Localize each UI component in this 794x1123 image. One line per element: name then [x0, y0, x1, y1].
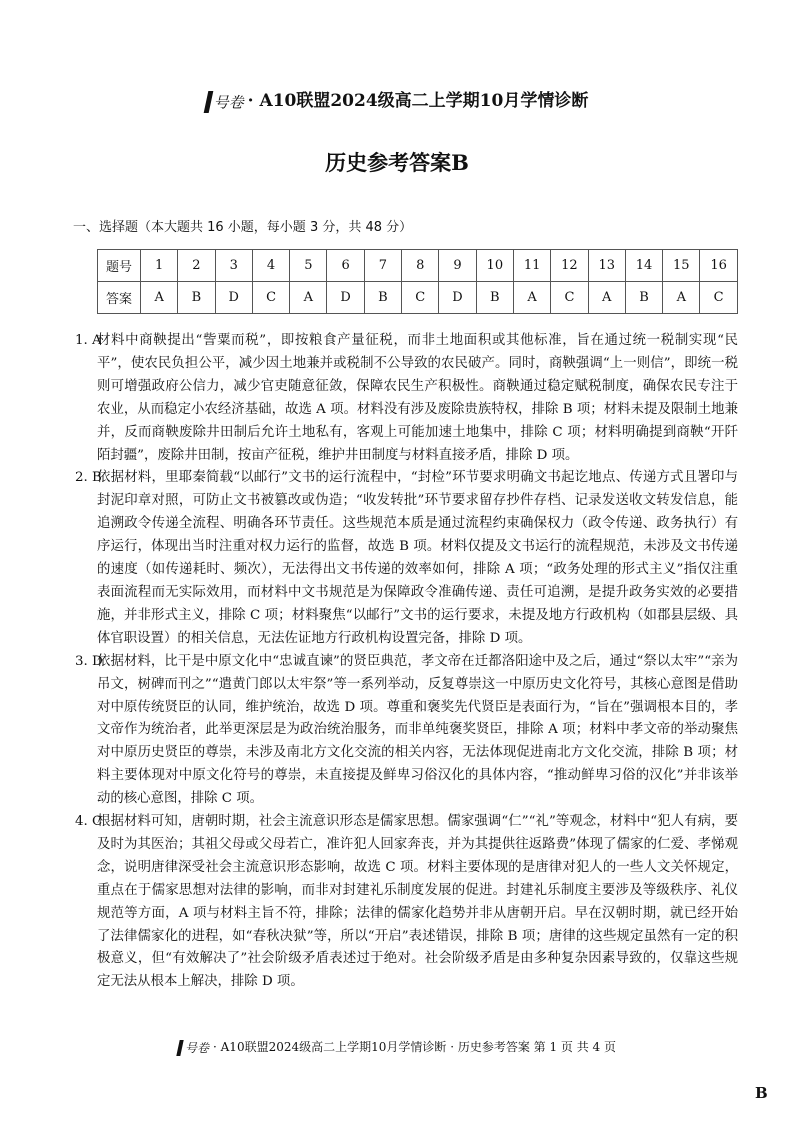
answer-cell: B: [178, 282, 215, 314]
page-footer: [178, 1038, 616, 1056]
answer-cell: D: [327, 282, 364, 314]
answer-cell: D: [215, 282, 252, 314]
answer-cell: C: [700, 282, 737, 314]
item-text: 材料中商鞅提出“訾粟而税”，即按粮食产量征税，而非土地面积或其他标准，旨在通过统一税制实现“民平”，使农民负担公平，减少因土地兼并或税制不公导致的农民破产。同时，商鞅强调“上一则信”，即统一税则可增强政府公信力，减少官吏随意征敛，保障农民生产积极性。商鞅通过稳定赋税制度，确保农民专注于农业，从而稳定小农经济基础，故选 A 项。材料没有涉及废除贵族特权，排除 B 项；材料未提及限制土地兼并，反而商鞅废除井田制后允许土地私有，客观上可能加速土地集中，排除 C 项；材料明确提到商鞅“开阡陌封疆”，废除井田制，按亩产征税，维护井田制度与材料直接矛盾，排除 D 项。: [97, 333, 738, 463]
answer-cell: D: [439, 282, 476, 314]
explanation-item: [75, 651, 738, 811]
question-number-cell: 11: [513, 250, 550, 282]
answer-explanations: [75, 330, 738, 994]
answer-cell: A: [588, 282, 625, 314]
question-number-cell: 9: [439, 250, 476, 282]
answer-cell: A: [513, 282, 550, 314]
footer-text: · A10联盟2024级高二上学期10月学情诊断 · 历史参考答案 第 1 页 共 4 页: [213, 1040, 616, 1054]
answer-cell: A: [290, 282, 327, 314]
row-label: 题号: [98, 250, 141, 282]
exam-header: [0, 86, 794, 113]
question-number-row: [98, 250, 738, 282]
answer-cell: B: [364, 282, 401, 314]
brand-logo: 号卷: [178, 1039, 209, 1056]
question-number-cell: 7: [364, 250, 401, 282]
item-label: 1. A: [75, 333, 102, 348]
answer-cell: C: [252, 282, 289, 314]
answer-cell: B: [625, 282, 662, 314]
item-text: 依据材料，里耶秦简载“以邮行”文书的运行流程中，“封检”环节要求明确文书起讫地点、传递方式且署印与封泥印章对照，可防止文书被篡改或伪造；“收发转批”环节要求留存抄件存档、记录发送收文转发信息，能追溯政令传递全流程、明确各环节责任。这些规范本质是通过流程约束确保权力（政令传递、政务执行）有序运行，体现出当时注重对权力运行的监督，故选 B 项。材料仅提及文书运行的流程规范，未涉及文书传递的速度（如传递耗时、频次），无法得出文书传递的效率如何，排除 A 项；“政务处理的形式主义”指仅注重表面流程而无实际效用，而材料中文书规范是为保障政令准确传递、责任可追溯，是提升政务实效的必要措施，并非形式主义，排除 C 项；材料聚焦“以邮行”文书的运行要求，未提及地方行政机构（如郡县层级、具体官职设置）的相关信息，无法佐证地方行政机构设置完备，排除 D 项。: [97, 470, 738, 646]
item-text: 依据材料，比干是中原文化中“忠诚直谏”的贤臣典范，孝文帝在迁都洛阳途中及之后，通过“祭以太牢”“亲为吊文，树碑而刊之”“遣黄门郎以太牢祭”等一系列举动，反复尊崇这一中原历史文化符号，其核心意图是借助对中原传统贤臣的认同，维护统治，故选 D 项。尊重和褒奖先代贤臣是表面行为，“旨在”强调根本目的，孝文帝作为统治者，此举更深层是为政治统治服务，而非单纯褒奖贤臣，排除 A 项；材料中孝文帝的举动聚焦对中原历史贤臣的尊崇，未涉及南北方文化交流的相关内容，无法体现促进南北方文化交流，排除 B 项；材料主要体现对中原文化符号的尊崇，未直接提及鲜卑习俗汉化的具体内容，“推动鲜卑习俗的汉化”并非该举动的核心意图，排除 C 项。: [97, 653, 738, 807]
question-number-cell: 4: [252, 250, 289, 282]
version-mark: B: [755, 1084, 768, 1102]
question-number-cell: 15: [663, 250, 700, 282]
question-number-cell: 12: [551, 250, 588, 282]
page-title: 历史参考答案B: [325, 150, 469, 175]
explanation-item: [75, 467, 738, 650]
question-number-cell: 3: [215, 250, 252, 282]
item-label: 3. D: [75, 653, 103, 669]
question-number-cell: 1: [141, 250, 178, 282]
question-number-cell: 14: [625, 250, 662, 282]
section-title: 一、选择题（本大题共 16 小题，每小题 3 分，共 48 分）: [73, 220, 413, 235]
brand-logo: 号卷: [206, 91, 244, 113]
answer-cell: B: [476, 282, 513, 314]
answer-table: [97, 249, 738, 314]
item-label: 2. B: [75, 470, 102, 486]
explanation-item: [75, 330, 738, 467]
question-number-cell: 8: [402, 250, 439, 282]
question-number-cell: 16: [700, 250, 737, 282]
question-number-cell: 10: [476, 250, 513, 282]
answer-cell: C: [402, 282, 439, 314]
answer-cell: C: [551, 282, 588, 314]
item-label: 4. C: [75, 814, 103, 830]
answer-row: [98, 282, 738, 314]
item-text: 根据材料可知，唐朝时期，社会主流意识形态是儒家思想。儒家强调“仁”“礼”等观念，材料中“犯人有病，要及时为其医治；其祖父母或父母若亡，准许犯人回家奔丧，并为其提供往返路费”体现了儒家的仁爱、孝悌观念，说明唐律深受社会主流意识形态影响，故选 C 项。材料主要体现的是唐律对犯人的一些人文关怀规定，重点在于儒家思想对法律的影响，而非对封建礼乐制度发展的促进。封建礼乐制度主要涉及等级秩序、礼仪规范等方面，A 项与材料主旨不符，排除；法律的儒家化趋势并非从唐朝开启。早在汉朝时期，就已经开始了法律儒家化的进程，如“春秋决狱”等，所以“开启”表述错误，排除 B 项；唐律的这些规定虽然有一定的积极意义，但“有效解决了”社会阶级矛盾表述过于绝对。社会阶级矛盾是由多种复杂因素导致的，仅靠这些规定无法从根本上解决，排除 D 项。: [97, 814, 738, 990]
exam-header-title: · A10联盟2024级高二上学期10月学情诊断: [247, 91, 589, 111]
explanation-item: [75, 811, 738, 994]
question-number-cell: 2: [178, 250, 215, 282]
question-number-cell: 5: [290, 250, 327, 282]
answer-cell: A: [663, 282, 700, 314]
question-number-cell: 13: [588, 250, 625, 282]
answer-cell: A: [141, 282, 178, 314]
row-label: 答案: [98, 282, 141, 314]
question-number-cell: 6: [327, 250, 364, 282]
